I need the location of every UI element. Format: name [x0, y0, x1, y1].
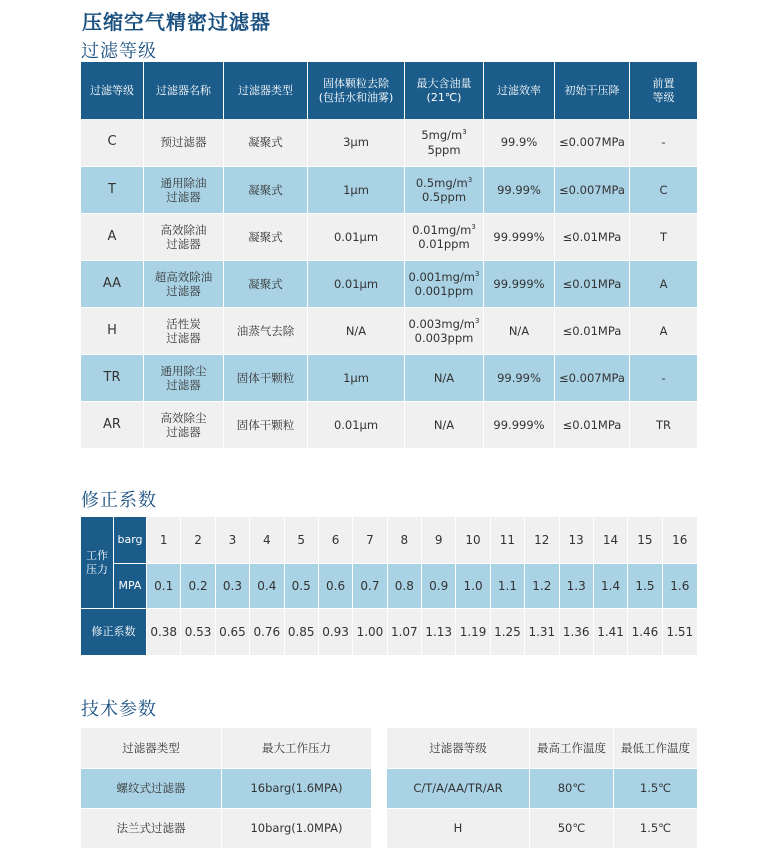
oil-cell: [405, 166, 484, 213]
tech-right-cell: H: [387, 808, 530, 848]
name-cell: 超高效除油 过滤器: [144, 260, 224, 307]
tech-right-cell: C/T/A/AA/TR/AR: [387, 768, 530, 808]
pre-grade-cell: C: [630, 166, 697, 213]
barg-value: 13: [560, 517, 594, 563]
table-row: [81, 808, 371, 848]
mpa-value: 0.3: [216, 563, 250, 608]
header-grade: 过滤等级: [81, 62, 144, 119]
mpa-row: [81, 563, 697, 608]
mpa-value: 1.2: [525, 563, 559, 608]
pre-grade-cell: A: [630, 260, 697, 307]
tech-left-cell: 16barg(1.6MPA): [222, 768, 371, 808]
mpa-value: 0.6: [319, 563, 353, 608]
factors-value: 1.36: [560, 608, 594, 655]
table-row: [81, 166, 697, 213]
factor-row: [81, 608, 697, 655]
pre-grade-cell: T: [630, 213, 697, 260]
oil-mg: [405, 223, 483, 237]
factors-value: 1.31: [525, 608, 559, 655]
tech-right-cell: 80℃: [530, 768, 614, 808]
oil-ppm: 0.5ppm: [421, 190, 467, 204]
grade-cell: T: [81, 166, 144, 213]
grade-cell: A: [81, 213, 144, 260]
mpa-value: 1.1: [491, 563, 525, 608]
tech-right-header: [387, 728, 697, 768]
header-efficiency: 过滤效率: [484, 62, 555, 119]
oil-mg-superscript: 3: [475, 316, 480, 325]
efficiency-cell: 99.9%: [484, 119, 555, 166]
barg-value: 1: [147, 517, 181, 563]
oil-mg: [405, 176, 483, 190]
mpa-label: MPA: [114, 563, 147, 608]
name-cell: 通用除油 过滤器: [144, 166, 224, 213]
type-cell: 凝聚式: [224, 119, 308, 166]
oil-mg-value: 0.003mg/m: [408, 316, 476, 331]
oil-mg-superscript: 3: [471, 222, 476, 231]
pressure-drop-cell: ≤0.01MPa: [555, 213, 630, 260]
table-row: [81, 307, 697, 354]
grade-cell: H: [81, 307, 144, 354]
barg-value: 2: [181, 517, 215, 563]
type-cell: 油蒸气去除: [224, 307, 308, 354]
mpa-value: 1.4: [594, 563, 628, 608]
mpa-value: 0.1: [147, 563, 181, 608]
oil-mg: [405, 270, 483, 284]
pre-grade-cell: -: [630, 119, 697, 166]
tech-left-cell: 10barg(1.0MPA): [222, 808, 371, 848]
oil-cell: N/A: [405, 401, 484, 448]
oil-mg-value: 0.5mg/m: [415, 175, 468, 190]
factors-value: 0.38: [147, 608, 181, 655]
tech-section-title: 技术参数: [81, 699, 157, 720]
factors-value: 1.19: [456, 608, 490, 655]
factors-value: 0.65: [216, 608, 250, 655]
factors-value: 1.25: [491, 608, 525, 655]
barg-value: 16: [663, 517, 697, 563]
pressure-drop-cell: ≤0.01MPa: [555, 401, 630, 448]
header-name: 过滤器名称: [144, 62, 224, 119]
factors-value: 1.46: [628, 608, 662, 655]
mpa-value: 0.4: [250, 563, 284, 608]
tech-right-header-max-temp: 最高工作温度: [530, 728, 614, 768]
oil-mg-value: 5mg/m: [421, 128, 463, 143]
oil-mg: [405, 128, 483, 142]
work-pressure-label: 工作 压力: [81, 517, 114, 608]
name-cell: 预过滤器: [144, 119, 224, 166]
tech-right-cell: 50℃: [530, 808, 614, 848]
oil-cell: [405, 119, 484, 166]
name-cell: 高效除油 过滤器: [144, 213, 224, 260]
pre-grade-cell: TR: [630, 401, 697, 448]
mpa-value: 0.5: [285, 563, 319, 608]
pressure-drop-cell: ≤0.007MPa: [555, 119, 630, 166]
barg-value: 4: [250, 517, 284, 563]
grade-cell: AA: [81, 260, 144, 307]
oil-ppm: 0.01ppm: [418, 237, 470, 251]
tech-left-cell: 法兰式过滤器: [81, 808, 222, 848]
mpa-value: 0.2: [181, 563, 215, 608]
factors-value: 1.13: [422, 608, 456, 655]
pressure-drop-cell: ≤0.007MPa: [555, 166, 630, 213]
barg-value: 8: [388, 517, 422, 563]
header-type: 过滤器类型: [224, 62, 308, 119]
tech-right-cell: 1.5℃: [614, 768, 697, 808]
particle-cell: 1μm: [308, 354, 405, 401]
particle-cell: 3μm: [308, 119, 405, 166]
grade-cell: C: [81, 119, 144, 166]
barg-value: 10: [456, 517, 490, 563]
oil-ppm: 5ppm: [427, 142, 461, 157]
header-pre-grade: 前置 等级: [630, 62, 697, 119]
oil-mg-value: 0.001mg/m: [408, 269, 476, 284]
barg-value: 11: [491, 517, 525, 563]
table-row: [81, 401, 697, 448]
efficiency-cell: 99.999%: [484, 401, 555, 448]
grade-cell: TR: [81, 354, 144, 401]
grade-table: [81, 62, 697, 448]
table-row: [387, 768, 697, 808]
factors-value: 0.53: [181, 608, 215, 655]
mpa-value: 0.9: [422, 563, 456, 608]
barg-value: 12: [525, 517, 559, 563]
particle-cell: 1μm: [308, 166, 405, 213]
particle-cell: N/A: [308, 307, 405, 354]
grade-section-title: 过滤等级: [81, 41, 157, 62]
mpa-value: 0.8: [388, 563, 422, 608]
barg-row: [81, 517, 697, 563]
page-title: 压缩空气精密过滤器: [82, 10, 271, 34]
tech-right-table: [387, 728, 697, 848]
type-cell: 凝聚式: [224, 213, 308, 260]
particle-cell: 0.01μm: [308, 260, 405, 307]
type-cell: 凝聚式: [224, 166, 308, 213]
tech-left-table: [81, 728, 371, 848]
mpa-value: 1.6: [663, 563, 697, 608]
table-row: [81, 119, 697, 166]
oil-mg-superscript: 3: [467, 175, 473, 184]
header-pressure-drop: 初始干压降: [555, 62, 630, 119]
grade-header-row: [81, 62, 697, 119]
factors-value: 0.85: [285, 608, 319, 655]
header-oil: 最大含油量 (21℃): [405, 62, 484, 119]
oil-ppm: 0.001ppm: [414, 284, 474, 298]
particle-cell: 0.01μm: [308, 213, 405, 260]
factors-value: 0.93: [319, 608, 353, 655]
table-row: [81, 354, 697, 401]
correction-section-title: 修正系数: [81, 490, 157, 511]
factors-value: 1.07: [388, 608, 422, 655]
pressure-drop-cell: ≤0.01MPa: [555, 307, 630, 354]
mpa-value: 0.7: [353, 563, 387, 608]
tech-right-header-grade: 过滤器等级: [387, 728, 530, 768]
efficiency-cell: 99.999%: [484, 213, 555, 260]
oil-cell: [405, 213, 484, 260]
barg-value: 6: [319, 517, 353, 563]
tech-left-header-pressure: 最大工作压力: [222, 728, 371, 768]
efficiency-cell: N/A: [484, 307, 555, 354]
factors-value: 0.76: [250, 608, 284, 655]
oil-mg-value: 0.01mg/m: [412, 222, 472, 237]
pressure-drop-cell: ≤0.007MPa: [555, 354, 630, 401]
oil-mg-superscript: 3: [462, 128, 467, 137]
factors-value: 1.41: [594, 608, 628, 655]
barg-label: barg: [114, 517, 147, 563]
table-row: [81, 768, 371, 808]
mpa-value: 1.0: [456, 563, 490, 608]
tech-right-cell: 1.5℃: [614, 808, 697, 848]
efficiency-cell: 99.99%: [484, 166, 555, 213]
factors-value: 1.00: [353, 608, 387, 655]
oil-cell: [405, 260, 484, 307]
oil-cell: [405, 307, 484, 354]
type-cell: 固体干颗粒: [224, 354, 308, 401]
name-cell: 高效除尘 过滤器: [144, 401, 224, 448]
oil-ppm: 0.003ppm: [414, 331, 474, 345]
barg-value: 15: [628, 517, 662, 563]
table-row: [81, 260, 697, 307]
barg-value: 5: [285, 517, 319, 563]
tech-left-header-type: 过滤器类型: [81, 728, 222, 768]
tech-left-header: [81, 728, 371, 768]
particle-cell: 0.01μm: [308, 401, 405, 448]
name-cell: 通用除尘 过滤器: [144, 354, 224, 401]
oil-mg-superscript: 3: [475, 269, 480, 278]
oil-cell: N/A: [405, 354, 484, 401]
table-row: [81, 213, 697, 260]
header-particle: 固体颗粒去除 (包括水和油雾): [308, 62, 405, 119]
correction-table: [81, 517, 697, 655]
factors-value: 1.51: [663, 608, 697, 655]
factor-label: 修正系数: [81, 608, 147, 655]
pressure-drop-cell: ≤0.01MPa: [555, 260, 630, 307]
type-cell: 固体干颗粒: [224, 401, 308, 448]
mpa-value: 1.3: [560, 563, 594, 608]
tech-right-header-min-temp: 最低工作温度: [614, 728, 697, 768]
barg-value: 3: [216, 517, 250, 563]
mpa-value: 1.5: [628, 563, 662, 608]
grade-cell: AR: [81, 401, 144, 448]
efficiency-cell: 99.999%: [484, 260, 555, 307]
name-cell: 活性炭 过滤器: [144, 307, 224, 354]
barg-value: 7: [353, 517, 387, 563]
oil-mg: [405, 317, 483, 331]
type-cell: 凝聚式: [224, 260, 308, 307]
pre-grade-cell: -: [630, 354, 697, 401]
pre-grade-cell: A: [630, 307, 697, 354]
barg-value: 9: [422, 517, 456, 563]
barg-value: 14: [594, 517, 628, 563]
efficiency-cell: 99.99%: [484, 354, 555, 401]
tech-left-cell: 螺纹式过滤器: [81, 768, 222, 808]
table-row: [387, 808, 697, 848]
